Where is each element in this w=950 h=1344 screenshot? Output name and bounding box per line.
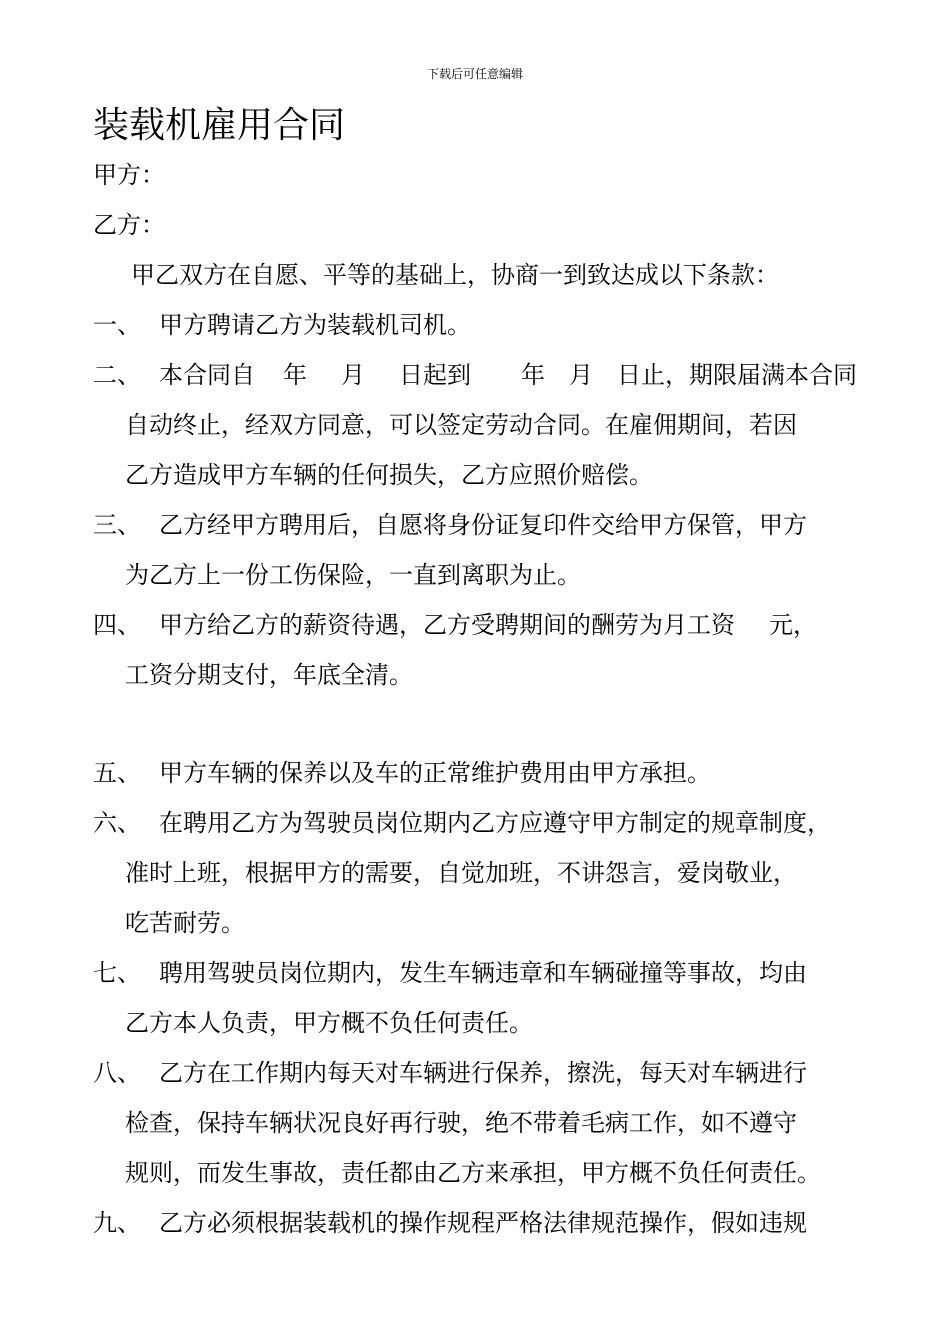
clause-number: 八、	[93, 1059, 141, 1087]
clause-number: 四、	[93, 611, 141, 639]
clause-text-line: 乙方必须根据装载机的操作规程严格法律规范操作，假如违规	[159, 1209, 807, 1237]
clause-text-part: 年	[521, 361, 545, 389]
clause-text-part: 月	[569, 361, 593, 389]
clause-text-line: 在聘用乙方为驾驶员岗位期内乙方应遵守甲方制定的规章制度，	[159, 809, 831, 837]
clause-text-line: 规则，而发生事故，责任都由乙方来承担，甲方概不负任何责任。	[125, 1159, 821, 1187]
clause-number: 七、	[93, 959, 141, 987]
clause-text-line: 检查，保持车辆状况良好再行驶，绝不带着毛病工作，如不遵守	[125, 1109, 797, 1137]
clause-6	[93, 808, 831, 838]
clause-text-line: 甲方车辆的保养以及车的正常维护费用由甲方承担。	[159, 759, 711, 787]
clause-text-part: 甲方给乙方的薪资待遇，乙方受聘期间的酬劳为月工资	[159, 611, 735, 639]
clause-text-part: 月	[341, 361, 365, 389]
clause-text-line: 聘用驾驶员岗位期内，发生车辆违章和车辆碰撞等事故，均由	[159, 959, 807, 987]
page-title: 装载机雇用合同	[93, 105, 346, 146]
clause-7	[93, 958, 807, 988]
intro-paragraph: 甲乙双方在自愿、平等的基础上，协商一到致达成以下条款：	[131, 261, 779, 289]
clause-text-line: 吃苦耐劳。	[125, 909, 245, 937]
party-b-label: 乙方：	[93, 211, 165, 239]
clause-text-line: 乙方造成甲方车辆的任何损失，乙方应照价赔偿。	[125, 461, 653, 489]
clause-text-line: 为乙方上一份工伤保险，一直到离职为止。	[125, 561, 581, 589]
clause-text-part: 年	[283, 361, 307, 389]
clause-text-line: 乙方经甲方聘用后，自愿将身份证复印件交给甲方保管，甲方	[159, 511, 807, 539]
clause-8	[93, 1058, 807, 1088]
clause-number: 二、	[93, 361, 141, 389]
clause-1	[93, 310, 471, 340]
clause-text-part: 日起到	[399, 361, 471, 389]
clause-text-line: 自动终止，经双方同意，可以签定劳动合同。在雇佣期间，若因	[125, 411, 797, 439]
clause-text-line: 乙方本人负责，甲方概不负任何责任。	[125, 1009, 533, 1037]
clause-text-line: 甲方聘请乙方为装载机司机。	[159, 311, 471, 339]
clause-number: 一、	[93, 311, 141, 339]
clause-text-line: 乙方在工作期内每天对车辆进行保养，擦洗，每天对车辆进行	[159, 1059, 807, 1087]
clause-2	[93, 360, 857, 390]
clause-number: 三、	[93, 511, 141, 539]
clause-5	[93, 758, 711, 788]
party-a-label: 甲方：	[93, 161, 165, 189]
clause-number: 六、	[93, 809, 141, 837]
clause-number: 五、	[93, 759, 141, 787]
header-note: 下载后可任意编辑	[426, 67, 523, 81]
clause-text-part: 元，	[769, 611, 817, 639]
clause-text-part: 本合同自	[159, 361, 255, 389]
clause-9	[93, 1208, 807, 1238]
clause-text-line: 工资分期支付，年底全清。	[125, 661, 413, 689]
clause-text-part: 日止，期限届满本合同	[617, 361, 857, 389]
clause-number: 九、	[93, 1209, 141, 1237]
clause-text-line: 准时上班，根据甲方的需要，自觉加班，不讲怨言，爱岗敬业，	[125, 859, 797, 887]
clause-4	[93, 610, 817, 640]
clause-3	[93, 510, 807, 540]
